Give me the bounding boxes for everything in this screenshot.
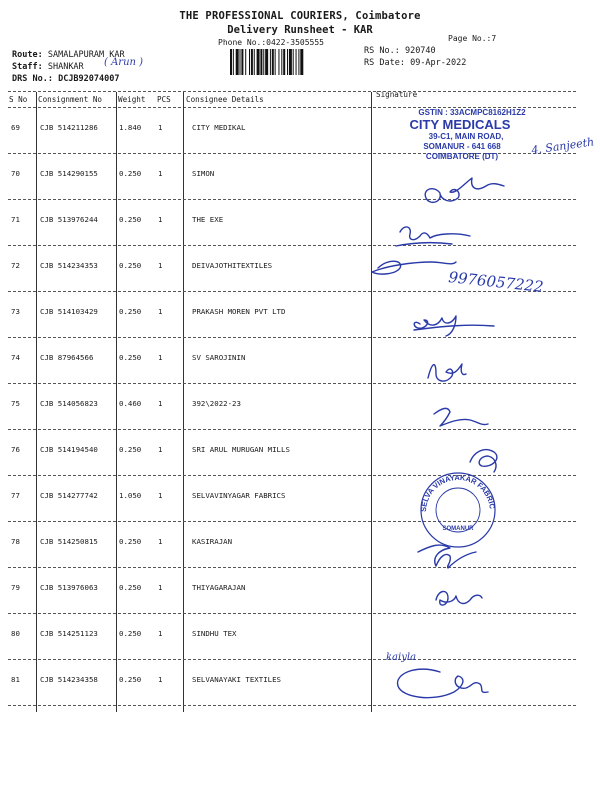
row-consignee: SV SAROJININ bbox=[192, 353, 246, 362]
row-pcs: 1 bbox=[158, 215, 163, 224]
rs-date-line bbox=[364, 58, 466, 68]
stamp-gstin: GSTIN : 33ACMPC8162H1Z2 bbox=[418, 108, 526, 117]
table-row bbox=[0, 292, 600, 338]
row-sno: 73 bbox=[11, 307, 20, 316]
row-sno: 81 bbox=[11, 675, 20, 684]
stamp-ring-bottom: SOMANUR bbox=[442, 526, 474, 532]
row-consignment-no: CJB 514194540 bbox=[40, 445, 98, 454]
table-row bbox=[0, 154, 600, 200]
col-weight-header: Weight bbox=[118, 95, 146, 104]
row-pcs: 1 bbox=[158, 353, 163, 362]
barcode-bar bbox=[260, 49, 262, 75]
row-weight: 0.250 bbox=[119, 215, 142, 224]
table-row bbox=[0, 660, 600, 706]
row-weight: 1.840 bbox=[119, 123, 142, 132]
barcode-bar bbox=[283, 49, 285, 75]
drs-value: DCJB92074007 bbox=[58, 74, 120, 84]
barcode-bar bbox=[275, 49, 276, 75]
row-consignee: CITY MEDIKAL bbox=[192, 123, 246, 132]
row-consignee: THIYAGARAJAN bbox=[192, 583, 246, 592]
row-consignee: SIMON bbox=[192, 169, 215, 178]
rs-date-value: 09-Apr-2022 bbox=[410, 58, 467, 68]
row-consignee: SELVANAYAKI TEXTILES bbox=[192, 675, 281, 684]
row-weight: 0.250 bbox=[119, 169, 142, 178]
row-sno: 75 bbox=[11, 399, 20, 408]
barcode bbox=[230, 49, 350, 75]
row-sno: 72 bbox=[11, 261, 20, 270]
row-pcs: 1 bbox=[158, 169, 163, 178]
staff-line bbox=[12, 62, 84, 72]
row-pcs: 1 bbox=[158, 629, 163, 638]
rs-no-label: RS No.: bbox=[364, 46, 400, 56]
barcode-bar bbox=[298, 49, 299, 75]
barcode-bar bbox=[245, 49, 246, 75]
row-weight: 0.250 bbox=[119, 537, 142, 546]
table-row bbox=[0, 200, 600, 246]
table-row bbox=[0, 338, 600, 384]
drs-label: DRS No.: bbox=[12, 74, 53, 84]
col-consignment-header: Consignment No bbox=[38, 95, 103, 104]
row-pcs: 1 bbox=[158, 123, 163, 132]
stamp-ring-text: SELVA VINAYAKAR FABRIC bbox=[418, 472, 497, 513]
stamp-address-1: 39-C1, MAIN ROAD, bbox=[428, 132, 504, 141]
row-weight: 0.250 bbox=[119, 261, 142, 270]
table-row bbox=[0, 476, 600, 522]
table-row bbox=[0, 384, 600, 430]
barcode-bar bbox=[287, 49, 288, 75]
barcode-bar bbox=[293, 49, 294, 75]
rs-no-value: 920740 bbox=[404, 46, 436, 56]
row-sno: 77 bbox=[11, 491, 20, 500]
row-sno: 69 bbox=[11, 123, 20, 132]
barcode-bar bbox=[236, 49, 239, 75]
route-value: SAMALAPURAM KAR bbox=[47, 50, 125, 60]
col-pcs-header: PCS bbox=[157, 95, 171, 104]
barcode-bar bbox=[254, 49, 255, 75]
table-row bbox=[0, 614, 600, 660]
row-consignment-no: CJB 514103429 bbox=[40, 307, 98, 316]
barcode-bar bbox=[265, 49, 268, 75]
row-pcs: 1 bbox=[158, 261, 163, 270]
row-consignment-no: CJB 514056823 bbox=[40, 399, 98, 408]
stamp-company-name: CITY MEDICALS bbox=[409, 117, 511, 132]
row-consignment-no: CJB 514290155 bbox=[40, 169, 98, 178]
row-divider bbox=[8, 705, 576, 706]
row69-signature-text: 4. Sanjeeth bbox=[530, 135, 595, 157]
row-consignee: KASIRAJAN bbox=[192, 537, 233, 546]
row-sno: 78 bbox=[11, 537, 20, 546]
table-row bbox=[0, 522, 600, 568]
row-pcs: 1 bbox=[158, 537, 163, 546]
row-consignee: SELVAVINYAGAR FABRICS bbox=[192, 491, 286, 500]
page-number: Page No.:7 bbox=[448, 34, 497, 43]
row-consignee: SRI ARUL MURUGAN MILLS bbox=[192, 445, 290, 454]
staff-value: SHANKAR bbox=[47, 62, 84, 72]
row-weight: 0.250 bbox=[119, 629, 142, 638]
barcode-bar bbox=[249, 49, 250, 75]
row-consignee: SINDHU TEX bbox=[192, 629, 237, 638]
row-consignment-no: CJB 513976063 bbox=[40, 583, 98, 592]
barcode-bar bbox=[270, 49, 271, 75]
row-weight: 0.250 bbox=[119, 583, 142, 592]
col-signature-header: Signature bbox=[376, 90, 418, 99]
row-consignment-no: CJB 514234358 bbox=[40, 675, 98, 684]
barcode-bar bbox=[241, 49, 243, 75]
document-subtitle: Delivery Runsheet - KAR bbox=[227, 24, 373, 36]
drs-line bbox=[12, 74, 120, 84]
row-sno: 76 bbox=[11, 445, 20, 454]
route-label: Route: bbox=[12, 50, 43, 60]
barcode-bar bbox=[230, 49, 232, 75]
barcode-bar bbox=[263, 49, 264, 75]
row-weight: 0.250 bbox=[119, 307, 142, 316]
phone-number: Phone No.:0422-3505555 bbox=[218, 38, 324, 47]
row-pcs: 1 bbox=[158, 583, 163, 592]
barcode-bar bbox=[296, 49, 297, 75]
col-sno-header: S No bbox=[9, 95, 28, 104]
col-consignee-header: Consignee Details bbox=[186, 95, 264, 104]
header-top-rule bbox=[8, 91, 576, 92]
barcode-bar bbox=[257, 49, 260, 75]
company-title: THE PROFESSIONAL COURIERS, Coimbatore bbox=[179, 10, 421, 22]
row-consignment-no: CJB 514277742 bbox=[40, 491, 98, 500]
row-weight: 1.050 bbox=[119, 491, 142, 500]
barcode-bar bbox=[300, 49, 303, 75]
barcode-bar bbox=[251, 49, 253, 75]
row80-signature-text: kaiyla bbox=[386, 652, 417, 663]
row-sno: 80 bbox=[11, 629, 20, 638]
table-row bbox=[0, 246, 600, 292]
row-consignee: PRAKASH MOREN PVT LTD bbox=[192, 307, 286, 316]
row-consignment-no: CJB 514234353 bbox=[40, 261, 98, 270]
staff-label: Staff: bbox=[12, 62, 43, 72]
row-consignee: DEIVAJOTHITEXTILES bbox=[192, 261, 273, 270]
barcode-bar bbox=[272, 49, 274, 75]
row-pcs: 1 bbox=[158, 399, 163, 408]
row-pcs: 1 bbox=[158, 491, 163, 500]
row-pcs: 1 bbox=[158, 675, 163, 684]
row-consignment-no: CJB 513976244 bbox=[40, 215, 98, 224]
barcode-bar bbox=[240, 49, 241, 75]
row-weight: 0.250 bbox=[119, 675, 142, 684]
row-pcs: 1 bbox=[158, 445, 163, 454]
row-weight: 0.250 bbox=[119, 353, 142, 362]
row-sno: 70 bbox=[11, 169, 20, 178]
stamp-address-3: COIMBATORE (DT) bbox=[425, 152, 499, 161]
row-consignment-no: CJB 87964566 bbox=[40, 353, 94, 362]
row-pcs: 1 bbox=[158, 307, 163, 316]
table-row bbox=[0, 108, 600, 154]
row-sno: 71 bbox=[11, 215, 20, 224]
barcode-bar bbox=[289, 49, 292, 75]
row72-phone-handwritten: 9976057222 bbox=[447, 268, 545, 296]
row-consignment-no: CJB 514251123 bbox=[40, 629, 98, 638]
row-weight: 0.460 bbox=[119, 399, 142, 408]
barcode-bar bbox=[281, 49, 282, 75]
row-consignment-no: CJB 514250815 bbox=[40, 537, 98, 546]
barcode-bar bbox=[278, 49, 279, 75]
barcode-bar bbox=[233, 49, 234, 75]
table-row bbox=[0, 568, 600, 614]
stamp-address-2: SOMANUR - 641 668 bbox=[423, 142, 501, 151]
rs-date-label: RS Date: bbox=[364, 58, 405, 68]
staff-handwritten-note: ( Arun ) bbox=[104, 57, 144, 68]
table-row bbox=[0, 430, 600, 476]
row-consignment-no: CJB 514211286 bbox=[40, 123, 98, 132]
row-consignee: 392\2022-23 bbox=[192, 399, 241, 408]
rs-no-line bbox=[364, 46, 436, 56]
row-consignee: THE EXE bbox=[192, 215, 224, 224]
row-sno: 74 bbox=[11, 353, 20, 362]
row-sno: 79 bbox=[11, 583, 20, 592]
row-weight: 0.250 bbox=[119, 445, 142, 454]
